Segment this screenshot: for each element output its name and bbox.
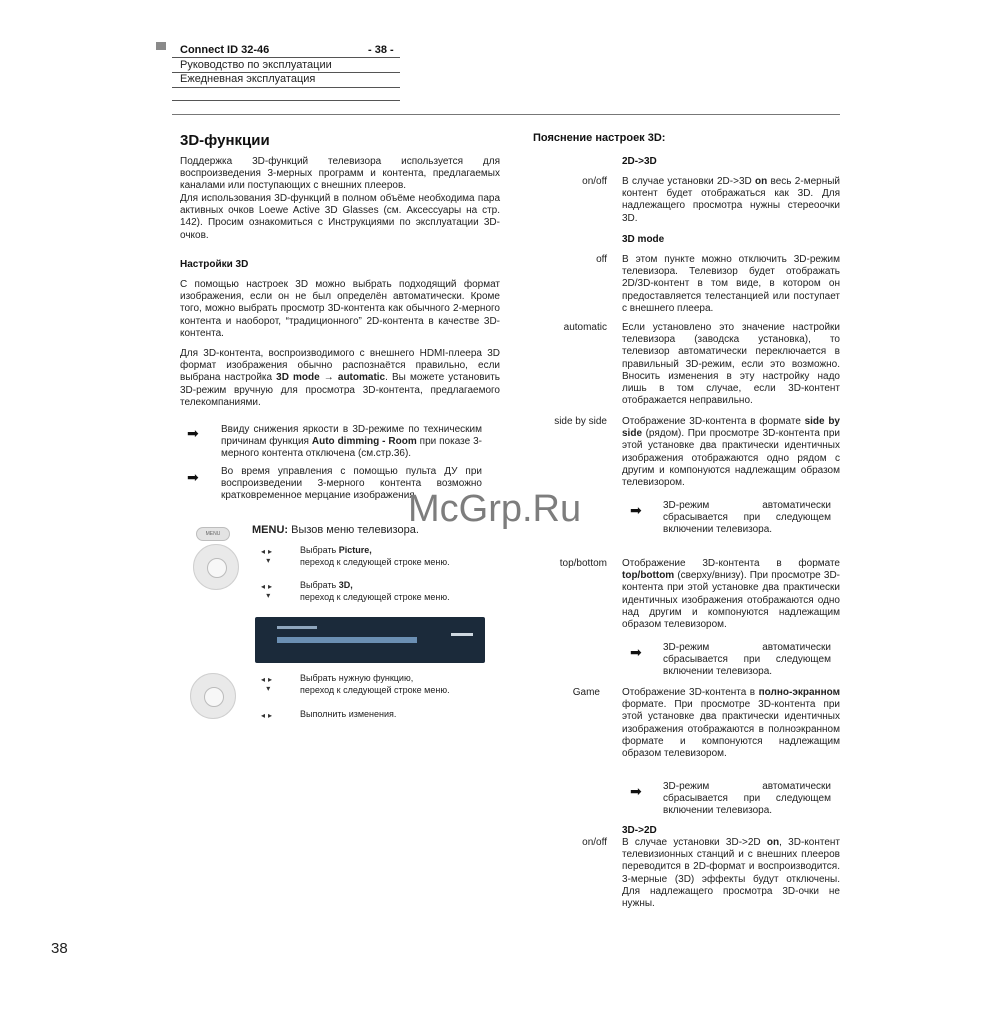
remote-dpad-icon	[193, 544, 239, 590]
desc-text-end: весь 2-мерный контент будет отображаться как 3D. Для надлежащего просмотра нужны стереоочки 3D.	[622, 176, 840, 224]
header-section: Ежедневная эксплуатация	[180, 73, 316, 85]
hdmi-setting: 3D mode → automatic	[276, 372, 386, 384]
header-divider	[172, 100, 400, 101]
right-title: Пояснение настроек 3D:	[533, 132, 666, 144]
desc-value: полно-экранном	[758, 687, 840, 698]
header-logo-icon	[156, 42, 166, 50]
page-number: 38	[51, 940, 68, 957]
desc-value: side by side	[622, 416, 840, 440]
intro-paragraph-2: Для использования 3D-функций в полном объёме необходима пара активных очков Loewe Active 3D Glasses (см. Аксессуары на стр. 142). Просим ознакомиться с Инструкциями по эксплуатации 3D-очков.	[180, 193, 500, 241]
step-text: переход к следующей строке меню.	[300, 592, 450, 602]
menu-instruction	[252, 524, 419, 536]
remote-menu-button-icon	[196, 527, 230, 541]
section-title: 3D-функции	[180, 132, 270, 149]
menu-text: Вызов меню телевизора.	[288, 524, 419, 536]
hdmi-text-end: . Вы можете установить 3D-режим вручную для просмотра 3D-контента, предлагаемого телекомпаниями.	[180, 372, 500, 408]
note-dimming	[221, 424, 482, 461]
header-manual: Руководство по эксплуатации	[180, 59, 332, 71]
step-text: Выбрать нужную функцию,	[300, 673, 414, 683]
nav-keys-icon: ◂▸	[261, 711, 276, 720]
step-text: Выбрать	[300, 545, 339, 555]
page-top-rule	[172, 114, 840, 115]
desc-automatic: Если установлено это значение настройки телевизора (заводска установка), то телевизор автоматически переключается в правильный 3D-режим, если это возможно. Вносить изменения в эту настройку надо лишь в том случае, если 3D-контент отображается неправильно.	[622, 322, 840, 407]
note-flicker: Во время управления с помощью пульта ДУ при воспроизведении 3-мерного контента возможно кратковременное мерцание изображения.	[221, 466, 482, 502]
header-page-marker: - 38 -	[368, 44, 394, 56]
menu-step-picture	[300, 544, 450, 568]
menu-screen-icon	[255, 617, 485, 663]
desc-game	[622, 687, 840, 760]
header-divider	[172, 57, 400, 58]
desc-3d-2d	[622, 837, 840, 910]
menu-step-function	[300, 672, 450, 696]
step-item: Picture,	[338, 545, 372, 555]
remote-dpad-icon	[190, 673, 236, 719]
hdmi-paragraph	[180, 348, 500, 409]
label-automatic: automatic	[563, 322, 607, 333]
label-side-by-side: side by side	[554, 416, 607, 427]
desc-value: top/bottom	[622, 570, 675, 582]
note-setting: Auto dimming - Room	[311, 436, 417, 448]
heading-3d-2d: 3D->2D	[622, 825, 657, 836]
desc-text-end: формате. При просмотре 3D-контента при этой установке два практически идентичных изображения отображаются в полноэкранном формате и компонуются надлежащим образом телевизором.	[622, 699, 840, 760]
step-item: 3D,	[338, 580, 353, 590]
desc-top-bottom	[622, 558, 840, 631]
desc-value: on	[755, 176, 768, 187]
intro-paragraph: Поддержка 3D-функций телевизора используется для воспроизведения 3-мерных программ и контента, предлагаемых каналами или поступающих с внешних плееров.	[180, 156, 500, 192]
desc-side-by-side	[622, 416, 840, 489]
desc-value: on	[766, 837, 780, 848]
desc-text: Отображение 3D-контента в формате	[622, 416, 805, 427]
desc-text-end: (рядом). При просмотре 3D-контента при этой установке два практически идентичных изображения отображаются одно рядом с другим и компонуются надлежащим образом телевизором.	[622, 428, 840, 489]
step-text: Выбрать	[300, 580, 339, 590]
menu-step-apply: Выполнить изменения.	[300, 709, 397, 719]
desc-2d-3d	[622, 176, 840, 225]
heading-3d-mode: 3D mode	[622, 234, 665, 245]
note-text-end: при показе 3-мерного контента отключена (см.стр.36).	[221, 436, 482, 460]
hdmi-text: Для 3D-контента, воспроизводимого с внешнего HDMI-плеера 3D формат изображения обычно распознаётся правильно, если выбрана настройка	[180, 348, 500, 384]
label-game: Game	[572, 687, 600, 698]
note-arrow-icon: ➡	[630, 783, 642, 799]
desc-text: В случае установки 3D->2D	[622, 837, 767, 848]
heading-2d-3d: 2D->3D	[622, 156, 657, 167]
note-arrow-icon: ➡	[187, 425, 199, 441]
note-arrow-icon: ➡	[187, 469, 199, 485]
menu-step-3d	[300, 579, 450, 603]
desc-off: В этом пункте можно отключить 3D-режим телевизора. Телевизор будет отображать 2D/3D-контент в том виде, в котором он предоставляется телестанцией или поступает с внешнего плеера.	[622, 254, 840, 314]
note-arrow-icon: ➡	[630, 502, 642, 518]
header-divider	[172, 87, 400, 88]
desc-text: В случае установки 2D->3D	[622, 176, 756, 187]
note-reset: 3D-режим автоматически сбрасывается при следующем включении телевизора.	[663, 642, 831, 678]
step-text: переход к следующей строке меню.	[300, 557, 450, 567]
settings-paragraph: С помощью настроек 3D можно выбрать подходящий формат изображения, если он не был определён автоматически. Кроме того, можно выбрать просмотр 3D-контента как обычного 2-мерного контента и наоборот, “традиционного” 2D-контента в качестве 3D-контента.	[180, 279, 500, 339]
watermark: McGrp.Ru	[408, 488, 582, 530]
step-text: переход к следующей строке меню.	[300, 685, 450, 695]
subsection-title: Настройки 3D	[180, 259, 249, 270]
menu-button-label: MENU	[205, 531, 221, 537]
desc-text: Отображение 3D-контента в	[622, 687, 759, 698]
label-top-bottom: top/bottom	[559, 558, 607, 569]
header-product: Connect ID 32-46	[180, 44, 270, 56]
label-off: off	[596, 254, 607, 265]
note-reset: 3D-режим автоматически сбрасывается при следующем включении телевизора.	[663, 500, 831, 536]
nav-keys-icon: ◂▸ ▾	[261, 547, 276, 565]
label-on-off: on/off	[582, 176, 607, 187]
desc-text: Отображение 3D-контента в формате	[622, 558, 840, 569]
nav-keys-icon: ◂▸ ▾	[261, 675, 276, 693]
note-text: Ввиду снижения яркости в 3D-режиме по техническим причинам функция	[221, 424, 482, 448]
nav-keys-icon: ◂▸ ▾	[261, 582, 276, 600]
menu-label: MENU:	[252, 524, 289, 536]
label-on-off: on/off	[582, 837, 607, 848]
note-arrow-icon: ➡	[630, 644, 642, 660]
desc-text-end: (сверху/внизу). При просмотре 3D-контента при этой установке два практически идентичных изображения отображаются одно над другим и компонуются надлежащим образом телевизором.	[622, 570, 840, 631]
note-reset: 3D-режим автоматически сбрасывается при следующем включении телевизора.	[663, 781, 831, 817]
desc-text-end: , 3D-контент телевизионных станций и с внешних плееров переводится в 2D-формат и воспроизводится. 3-мерные (3D) эффекты будут отключены. Для надлежащего просмотра 3D-очки не нужны.	[622, 837, 841, 910]
